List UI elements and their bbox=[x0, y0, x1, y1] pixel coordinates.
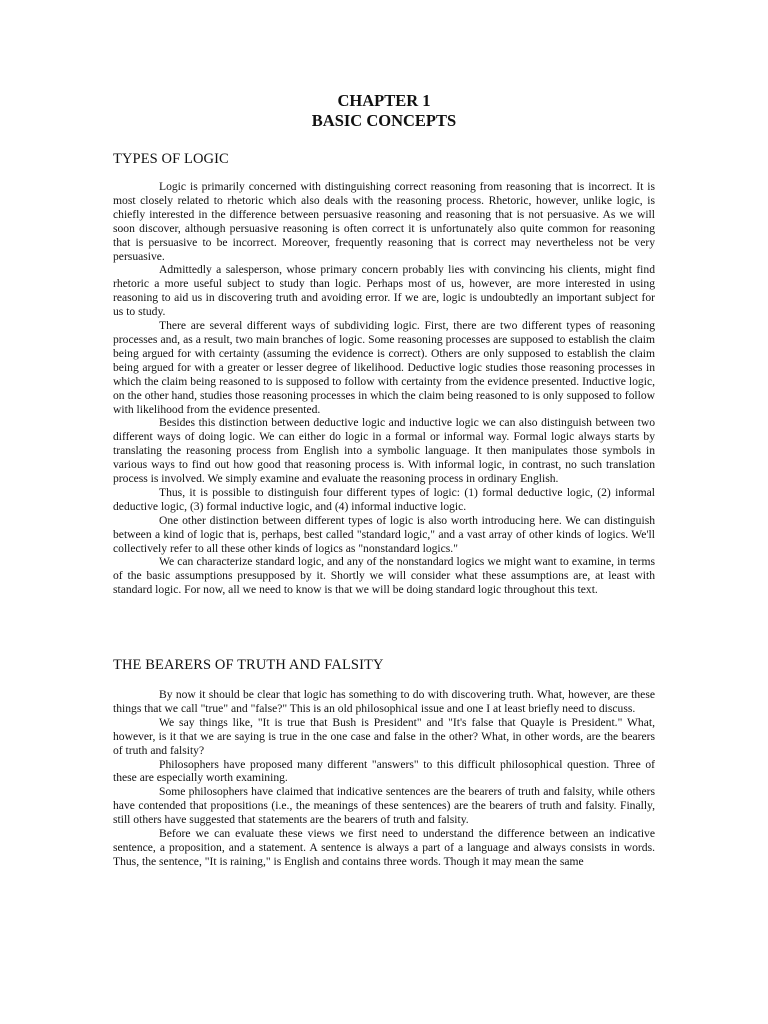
chapter-heading bbox=[0, 91, 768, 131]
paragraph: One other distinction between different types of logic is also worth introducing here. We can distinguish between a kind of logic that is, perhaps, best called "standard logic," and a vast array of other kinds of logics. We'll collectively refer to all these other kinds of logics as "nonstandard logics." bbox=[113, 513, 655, 555]
paragraph: Before we can evaluate these views we first need to understand the difference between an indicative sentence, a proposition, and a statement. A sentence is always a part of a language and always consists in words. Thus, the sentence, "It is raining," is English and contains three words. Though it may mean the same bbox=[113, 827, 655, 868]
paragraph: By now it should be clear that logic has something to do with discovering truth. What, however, are these things that we call "true" and "false?" This is an old philosophical issue and one I at least briefly need to discuss. bbox=[113, 688, 655, 715]
chapter-title: BASIC CONCEPTS bbox=[311, 111, 457, 130]
paragraph: Philosophers have proposed many different "answers" to this difficult philosophical question. Three of these are especially worth examining. bbox=[113, 757, 655, 785]
paragraph: We say things like, "It is true that Bush is President" and "It's false that Quayle is President." What, however, is it that we are saying is true in the one case and false in the other? What, in other words, are the bearers of truth and falsity? bbox=[113, 715, 655, 757]
paragraph: Admittedly a salesperson, whose primary concern probably lies with convincing his clients, might find rhetoric a more useful subject to study than logic. Perhaps most of us, however, are more interested in using reasoning to aid us in discovering truth and avoiding error. If we are, logic is undoubtedly an important subject for us to study. bbox=[113, 263, 655, 319]
section-body-types-of-logic bbox=[113, 180, 655, 597]
chapter-number: CHAPTER 1 bbox=[337, 91, 431, 110]
paragraph: Some philosophers have claimed that indicative sentences are the bearers of truth and falsity, while others have contended that propositions (i.e., the meanings of these sentences) are the bearers of truth and falsity. Finally, still others have suggested that statements are the bearers of truth and falsity. bbox=[113, 785, 655, 827]
paragraph: There are several different ways of subdividing logic. First, there are two different types of reasoning processes and, as a result, two main branches of logic. Some reasoning processes are supposed to establish the claim being argued for with certainty (assuming the evidence is correct). Others are only supposed to establish the claim being argued for with a greater or lesser degree of likelihood. Deductive logic studies those reasoning processes in which the claim being reasoned to is supposed to follow with certainty from the evidence presented. Inductive logic, on the other hand, studies those reasoning processes in which the claim being reasoned to is only supposed to follow with likelihood from the evidence presented. bbox=[113, 319, 655, 416]
paragraph: Logic is primarily concerned with distinguishing correct reasoning from reasoning that is incorrect. It is most closely related to rhetoric which also deals with the reasoning process. Rhetoric, however, unlike logic, is chiefly interested in the difference between persuasive reasoning and reasoning that is not persuasive. As we will soon discover, although persuasive reasoning is often correct it is unfortunately also quite common for reasoning that is persuasive to be incorrect. Moreover, frequently reasoning that is correct may nevertheless not be very persuasive. bbox=[113, 180, 655, 263]
section-heading-bearers-of-truth: THE BEARERS OF TRUTH AND FALSITY bbox=[113, 657, 384, 673]
paragraph: Thus, it is possible to distinguish four different types of logic: (1) formal deductive logic, (2) informal deductive logic, (3) formal inductive logic, and (4) informal inductive logic. bbox=[113, 485, 655, 513]
section-heading-types-of-logic: TYPES OF LOGIC bbox=[113, 151, 229, 167]
paragraph: We can characterize standard logic, and any of the nonstandard logics we might want to examine, in terms of the basic assumptions presupposed by it. Shortly we will consider what these assumptions are, at least with standard logic. For now, all we need to know is that we will be doing standard logic throughout this text. bbox=[113, 555, 655, 597]
section-body-bearers-of-truth bbox=[113, 688, 655, 869]
paragraph: Besides this distinction between deductive logic and inductive logic we can also distinguish between two different ways of doing logic. We can either do logic in a formal or informal way. Formal logic always starts by translating the reasoning process from English into a symbolic language. It then manipulates those symbols in various ways to find out how good that reasoning process is. With informal logic, in contrast, no such translation process is involved. We simply examine and evaluate the reasoning process in ordinary English. bbox=[113, 416, 655, 486]
